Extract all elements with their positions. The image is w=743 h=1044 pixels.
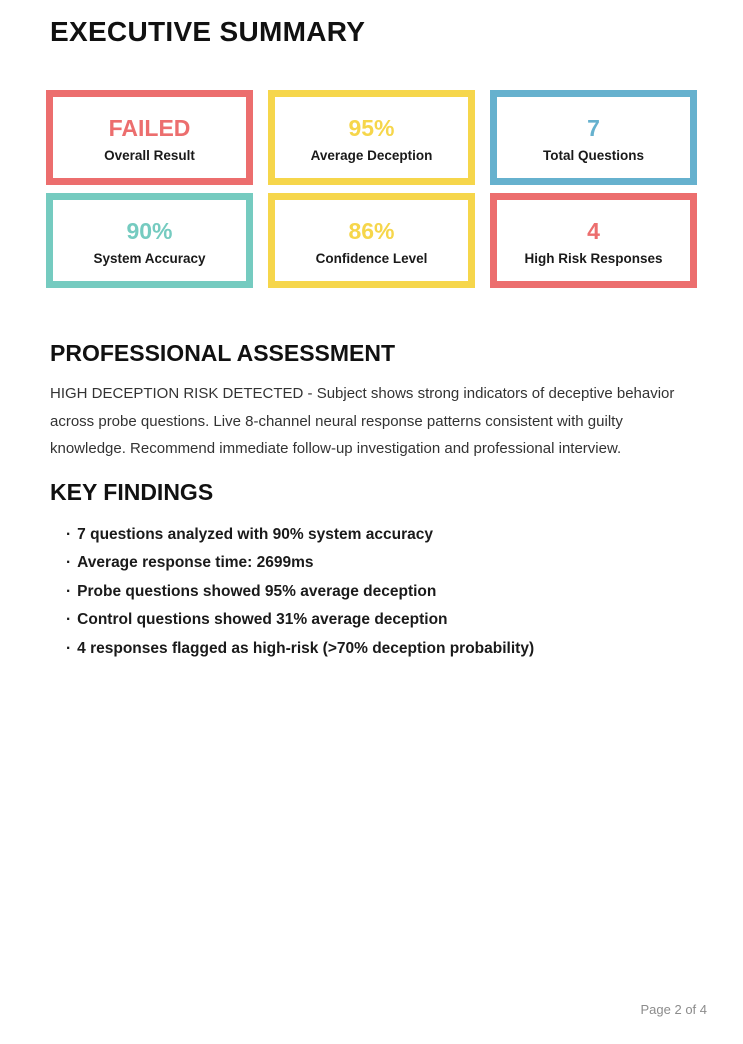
key-finding-text: Control questions showed 31% average deception (77, 611, 448, 628)
stat-card-confidence-level (268, 193, 475, 288)
key-finding-text: Probe questions showed 95% average deception (77, 582, 437, 600)
stat-card-high-risk-responses (490, 193, 697, 288)
key-finding-item (66, 527, 743, 543)
key-findings-list (66, 527, 743, 657)
page-title: EXECUTIVE SUMMARY (50, 16, 366, 47)
bullet-icon: · (66, 639, 72, 657)
stat-card-average-deception (268, 90, 475, 185)
professional-assessment-text: HIGH DECEPTION RISK DETECTED - Subject shows strong indicators of deceptive behavior across probe questions. Live 8-channel neural response patterns consistent with guilty knowledge. Recommend immediate follow-up investigation and professional interview. (50, 385, 675, 457)
bullet-icon: · (66, 554, 72, 571)
stat-value: 86% (348, 217, 395, 244)
page-number: Page 2 of 4 (640, 1002, 707, 1017)
stat-card-overall-result (46, 90, 253, 185)
bullet-icon: · (66, 582, 72, 600)
stat-value: 7 (587, 114, 600, 141)
stat-label: System Accuracy (93, 250, 206, 266)
key-finding-item (66, 612, 743, 628)
stat-label: Total Questions (542, 147, 644, 163)
professional-assessment-heading: PROFESSIONAL ASSESSMENT (50, 340, 396, 366)
summary-stats-grid (46, 90, 697, 288)
key-finding-text: 7 questions analyzed with 90% system accuracy (77, 525, 433, 543)
stat-value: FAILED (108, 114, 191, 141)
stat-value: 4 (587, 217, 600, 244)
bullet-icon: · (66, 611, 72, 628)
stat-label: High Risk Responses (524, 250, 663, 266)
stat-card-system-accuracy (46, 193, 253, 288)
key-finding-item (66, 584, 743, 600)
key-finding-item (66, 555, 743, 571)
key-finding-item (66, 641, 743, 657)
key-finding-text: Average response time: 2699ms (77, 554, 314, 571)
key-findings-heading: KEY FINDINGS (50, 478, 214, 505)
stat-card-total-questions (490, 90, 697, 185)
bullet-icon: · (66, 525, 72, 543)
stat-label: Overall Result (104, 147, 195, 163)
key-finding-text: 4 responses flagged as high-risk (>70% deception probability) (77, 639, 535, 657)
stat-label: Confidence Level (315, 250, 428, 266)
stat-label: Average Deception (310, 147, 433, 163)
stat-value: 95% (348, 114, 395, 141)
stat-value: 90% (126, 217, 173, 244)
